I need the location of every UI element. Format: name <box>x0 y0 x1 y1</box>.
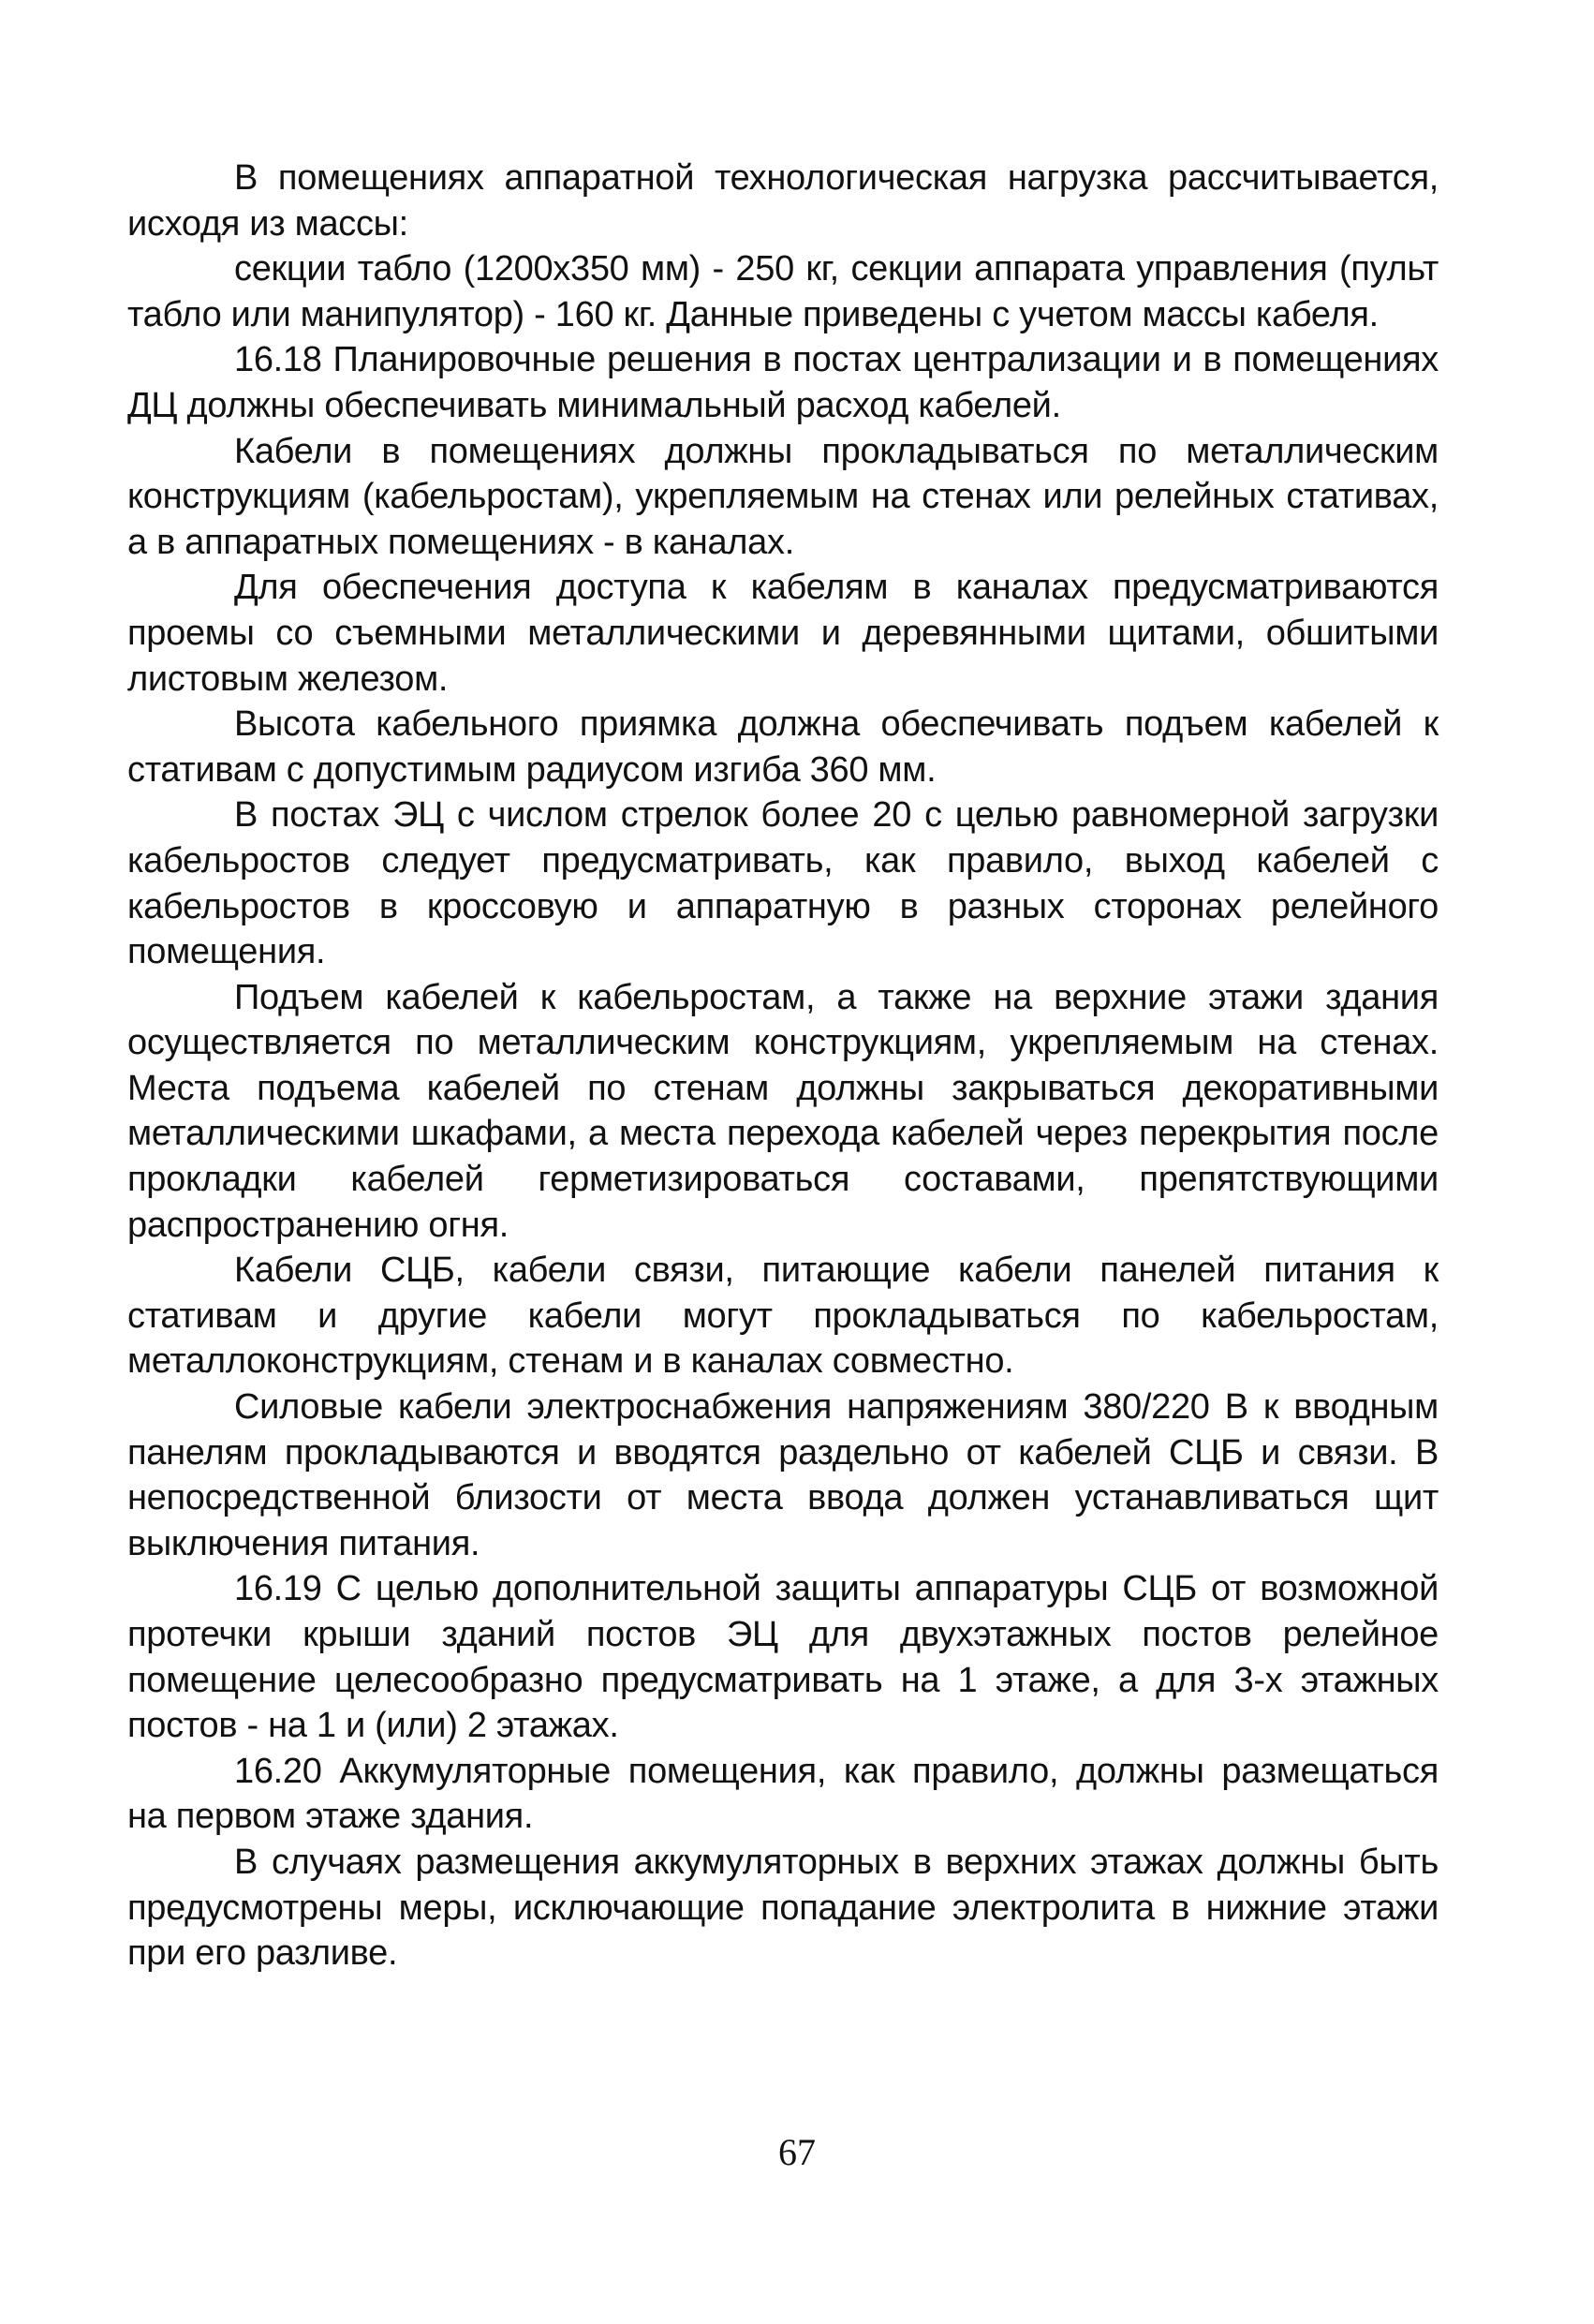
paragraph-cable-routing: Кабели в помещениях должны прокладываться по металлическим конструкциям (кабельростам), укрепляемым на стенах или релейных стативах, а в аппаратных помещениях - в каналах. <box>127 431 1439 562</box>
paragraph-power-cables: Силовые кабели электроснабжения напряжениям 380/220 В к вводным панелям прокладываются и вводятся раздельно от кабелей СЦБ и связи. В непосредственной близости от места ввода должен устанавливаться щит выключения питания. <box>127 1387 1439 1563</box>
body-text <box>127 155 1439 1976</box>
paragraph-battery-rooms: В случаях размещения аккумуляторных в верхних этажах должны быть предусмотрены меры, исключающие попадание электролита в нижние этажи при его разливе. <box>127 1842 1439 1974</box>
paragraph-channel-access: Для обеспечения доступа к кабелям в каналах предусматриваются проемы со съемными металлическими и деревянными щитами, обшитыми листовым железом. <box>127 568 1439 699</box>
paragraph-equipment-load: В помещениях аппаратной технологическая нагрузка рассчитывается, исходя из массы: <box>127 158 1439 244</box>
paragraph-section-mass: секции табло (1200х350 мм) - 250 кг, секции аппарата управления (пульт табло или манипулятор) - 160 кг. Данные приведены с учетом массы кабеля. <box>127 249 1439 334</box>
paragraph-16-20: 16.20 Аккумуляторные помещения, как правило, должны размещаться на первом этаже здания. <box>127 1751 1439 1837</box>
page-number: 67 <box>778 2131 816 2173</box>
paragraph-16-19: 16.19 С целью дополнительной защиты аппаратуры СЦБ от возможной протечки крыши зданий постов ЭЦ для двухэтажных постов релейное помещение целесообразно предусматривать на 1 этаже, а для 3-х этажных постов - на 1 и (или) 2 этажах. <box>127 1569 1439 1746</box>
paragraph-ec-posts: В постах ЭЦ с числом стрелок более 20 с целью равномерной загрузки кабельростов следует предусматривать, как правило, выход кабелей с кабельростов в кроссовую и аппаратную в разных сторонах релейного помещения. <box>127 795 1439 972</box>
paragraph-joint-laying: Кабели СЦБ, кабели связи, питающие кабели панелей питания к стативам и другие кабели могут прокладываться по кабельростам, металлоконструкциям, стенам и в каналах совместно. <box>127 1251 1439 1382</box>
paragraph-cable-lifting: Подъем кабелей к кабельростам, а также на верхние этажи здания осуществляется по металлическим конструкциям, укрепляемым на стенах. Места подъема кабелей по стенам должны закрываться декоративными металлическими шкафами, а места перехода кабелей через перекрытия после прокладки кабелей герметизироваться составами, препятствующими распространению огня. <box>127 977 1439 1245</box>
paragraph-cable-pit: Высота кабельного приямка должна обеспечивать подъем кабелей к стативам с допустимым радиусом изгиба 360 мм. <box>127 704 1439 790</box>
paragraph-16-18: 16.18 Планировочные решения в постах централизации и в помещениях ДЦ должны обеспечивать минимальный расход кабелей. <box>127 340 1439 425</box>
